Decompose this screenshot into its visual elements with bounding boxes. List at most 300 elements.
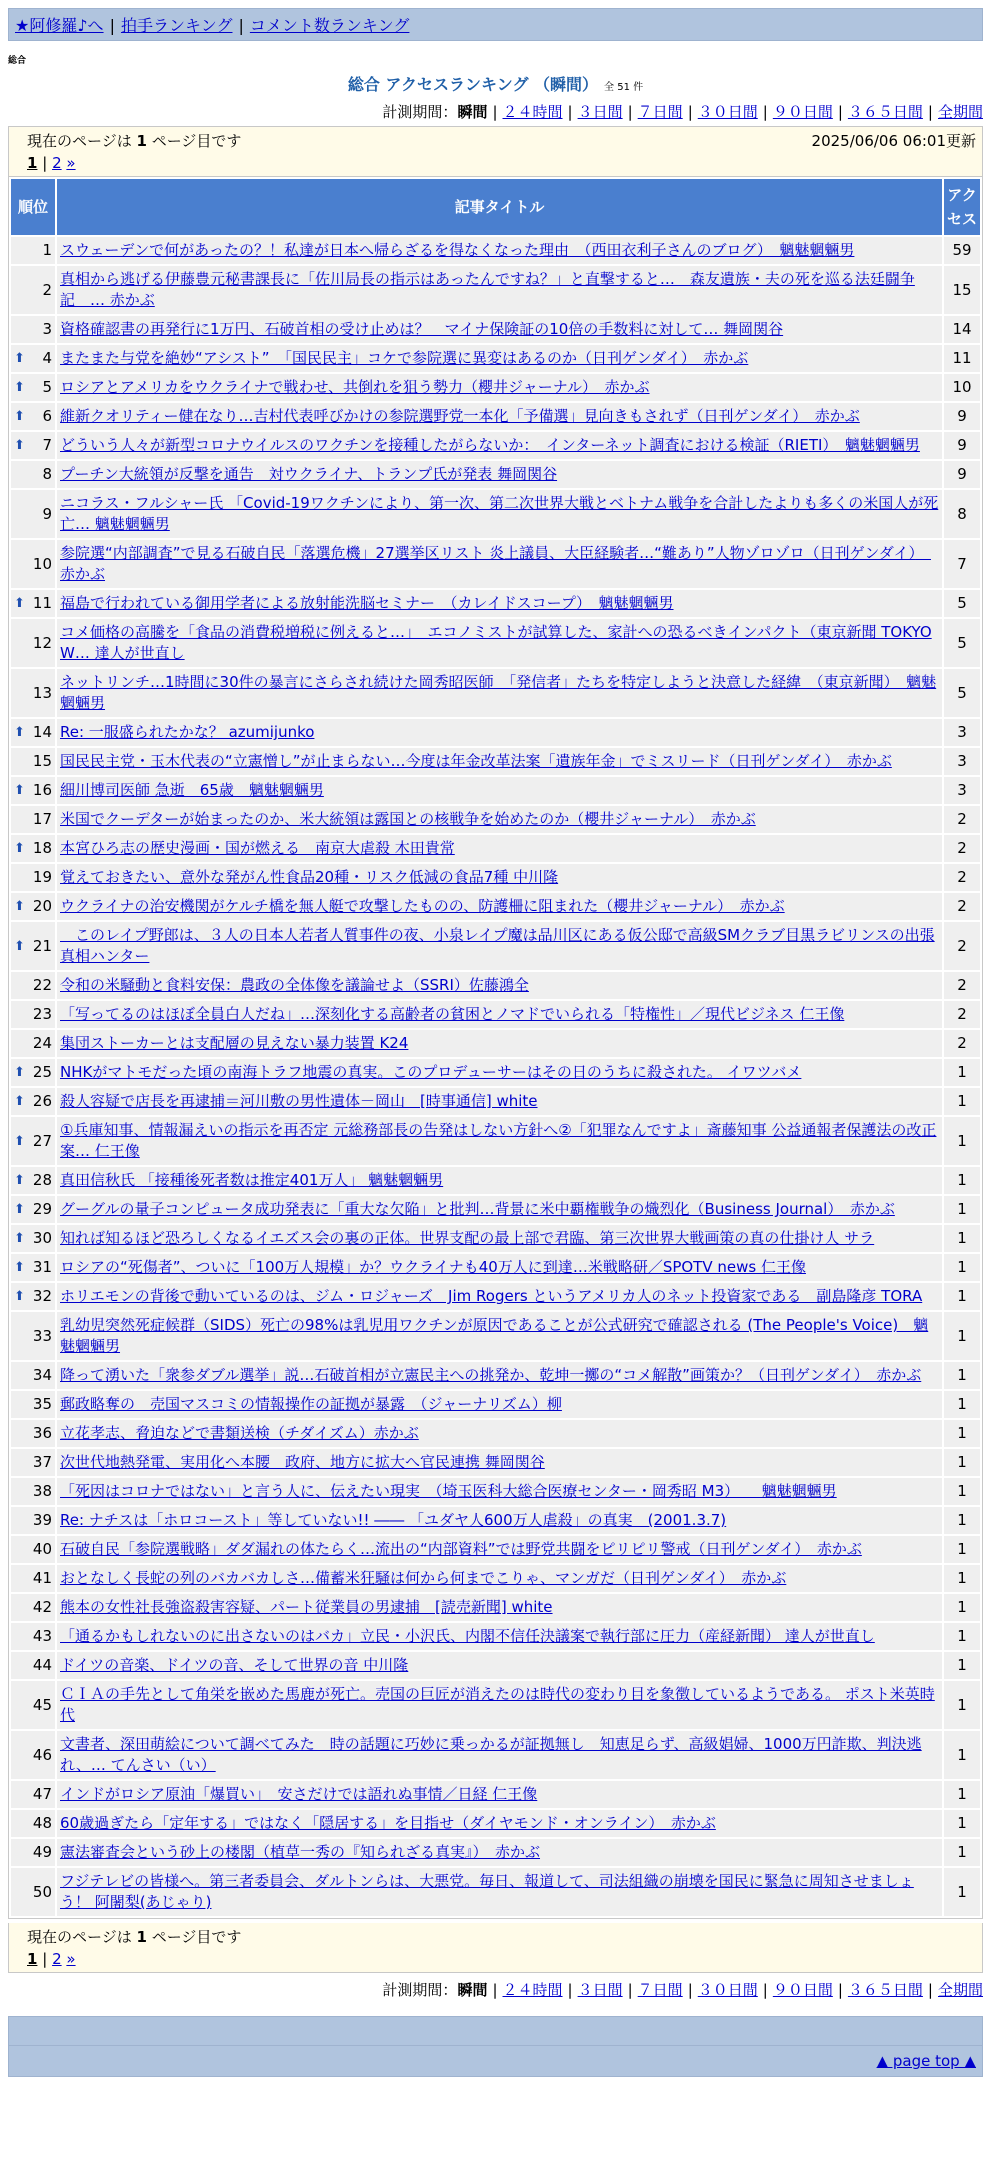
header-count: アクセス [944, 179, 980, 235]
article-title-link[interactable]: 福島で行われている御用学者による放射能洗脳セミナー （カレイドスコープ） 魑魅魍魎男 [60, 594, 674, 612]
period-option[interactable]: ３０日間 [697, 103, 758, 121]
page-top-link[interactable]: ▲ page top ▲ [876, 2052, 976, 2070]
access-count: 1 [944, 1594, 980, 1621]
title-cell [57, 806, 942, 833]
rank-number: 42 [32, 1598, 52, 1616]
access-count: 1 [944, 1117, 980, 1165]
period-option[interactable]: ３日間 [577, 1981, 623, 1999]
title-cell [57, 345, 942, 372]
up-arrow-icon: ⬆ [14, 1065, 25, 1080]
rank-cell [11, 1088, 55, 1115]
rank-number: 34 [32, 1366, 52, 1384]
rank-number: 16 [32, 781, 52, 799]
rank-number: 18 [32, 839, 52, 857]
article-title-link[interactable]: 細川博司医師 急逝 65歳 魑魅魍魎男 [60, 781, 324, 799]
pager-separator: | [42, 154, 48, 172]
rank-cell [11, 1030, 55, 1057]
access-count: 2 [944, 835, 980, 862]
table-row [11, 1839, 980, 1866]
pager-current-page: 1 [27, 1950, 38, 1968]
up-arrow-icon: ⬆ [14, 351, 25, 366]
ranking-table-body [11, 237, 980, 1916]
period-separator: | [687, 1981, 693, 1999]
pager-next-link[interactable]: » [66, 1950, 76, 1968]
article-title-link[interactable]: ニコラス・フルシャー氏 「Covid-19ワクチンにより、第一次、第二次世界大戦とベトナム戦争を合計したよりも多くの米国人が死亡… 魑魅魍魎男 [60, 494, 939, 533]
period-separator: | [837, 1981, 843, 1999]
title-cell [57, 1225, 942, 1252]
rank-number: 2 [42, 280, 52, 299]
access-count: 9 [944, 461, 980, 488]
title-cell [57, 922, 942, 970]
rank-number: 10 [32, 554, 52, 573]
rank-number: 17 [32, 810, 52, 828]
period-option[interactable]: ３６５日間 [847, 1981, 923, 1999]
title-cell [57, 1283, 942, 1310]
access-count: 1 [944, 1868, 980, 1916]
rank-cell [11, 806, 55, 833]
rank-cell [11, 1478, 55, 1505]
rank-cell [11, 1196, 55, 1223]
footer-bar [8, 2016, 983, 2046]
rank-number: 29 [32, 1200, 52, 1218]
rank-cell [11, 922, 55, 970]
article-title-link[interactable]: NHKがマトモだった頃の南海トラフ地震の真実。このプロデューサーはその日のうちに殺された。 イワツバメ [60, 1063, 802, 1081]
title-cell [57, 669, 942, 717]
access-count: 9 [944, 403, 980, 430]
period-option: 瞬間 [457, 103, 488, 121]
title-cell [57, 719, 942, 746]
rank-cell [11, 590, 55, 617]
rank-cell [11, 1536, 55, 1563]
title-cell [57, 1088, 942, 1115]
title-cell [57, 1810, 942, 1837]
article-title-link[interactable]: 次世代地熱発電、実用化へ本腰 政府、地方に拡大へ官民連携 舞岡関谷 [60, 1453, 545, 1471]
rank-cell [11, 1167, 55, 1194]
title-cell [57, 1594, 942, 1621]
period-selector-bottom [8, 1979, 983, 2000]
access-count: 2 [944, 922, 980, 970]
period-option[interactable]: ３日間 [577, 103, 623, 121]
rank-number: 21 [32, 936, 52, 955]
rank-number: 32 [32, 1287, 52, 1305]
title-cell [57, 1420, 942, 1447]
article-title-link[interactable]: 「死因はコロナではない」と言う人に、伝えたい現実 （埼玉医科大総合医療センター・岡秀昭 M3） 魑魅魍魎男 [60, 1482, 837, 1500]
rank-cell [11, 1594, 55, 1621]
table-row [11, 1391, 980, 1418]
table-row [11, 1536, 980, 1563]
rank-cell [11, 1001, 55, 1028]
article-title-link[interactable]: 米国でクーデターが始まったのか、米大統領は露国との核戦争を始めたのか（櫻井ジャーナル） 赤かぶ [60, 810, 756, 828]
rank-number: 45 [32, 1695, 52, 1714]
access-count: 11 [944, 345, 980, 372]
article-title-link[interactable]: ロシアの“死傷者”、ついに「100万人規模」か？ウクライナも40万人に到達…米戦略研／SPOTV news 仁王像 [60, 1258, 806, 1276]
period-option: 瞬間 [457, 1981, 488, 1999]
rank-cell [11, 619, 55, 667]
title-cell [57, 1030, 942, 1057]
rank-cell [11, 316, 55, 343]
access-count: 5 [944, 619, 980, 667]
rank-cell [11, 237, 55, 264]
period-option[interactable]: ９０日間 [772, 103, 833, 121]
access-count: 9 [944, 432, 980, 459]
table-row [11, 1254, 980, 1281]
table-row [11, 1507, 980, 1534]
article-title-link[interactable]: 乳幼児突然死症候群（SIDS）死亡の98%は乳児用ワクチンが原因であることが公式研究で確認される (The People's Voice) 魑魅魍魎男 [60, 1316, 929, 1355]
access-count: 59 [944, 237, 980, 264]
access-count: 1 [944, 1362, 980, 1389]
title-cell [57, 540, 942, 588]
rank-number: 30 [32, 1229, 52, 1247]
rank-cell [11, 1810, 55, 1837]
access-count: 1 [944, 1391, 980, 1418]
table-row [11, 316, 980, 343]
nav-asyura-home-link[interactable]: ★阿修羅♪へ [15, 16, 104, 35]
top-nav-bar [8, 8, 983, 41]
article-title-link[interactable]: ロシアとアメリカをウクライナで戦わせ、共倒れを狙う勢力（櫻井ジャーナル） 赤かぶ [60, 378, 650, 396]
period-option[interactable]: ２４時間 [502, 1981, 563, 1999]
rank-number: 22 [32, 976, 52, 994]
rank-cell [11, 266, 55, 314]
title-cell [57, 1681, 942, 1729]
table-row [11, 1362, 980, 1389]
rank-number: 26 [32, 1092, 52, 1110]
up-arrow-icon: ⬆ [14, 725, 25, 740]
rank-cell [11, 1283, 55, 1310]
article-title-link[interactable]: 維新クオリティー健在なり…吉村代表呼びかけの参院選野党一本化「予備選」見向きもされず（日刊ゲンダイ） 赤かぶ [60, 407, 860, 425]
period-separator: | [927, 103, 933, 121]
rank-number: 49 [32, 1843, 52, 1861]
article-title-link[interactable]: 知れば知るほど恐ろしくなるイエズス会の裏の正体。世界支配の最上部で君臨、第三次世界大戦画策の真の仕掛け人 サラ [60, 1229, 875, 1247]
period-option[interactable]: 全期間 [937, 103, 983, 121]
rank-cell [11, 1565, 55, 1592]
table-row [11, 806, 980, 833]
article-title-link[interactable]: 石破自民「参院選戦略」ダダ漏れの体たらく…流出の“内部資料”では野党共闘をピリピリ警戒（日刊ゲンダイ） 赤かぶ [60, 1540, 862, 1558]
article-title-link[interactable]: ①兵庫知事、情報漏えいの指示を再否定 元総務部長の告発はしない方針へ②「犯罪なんですよ」斎藤知事 公益通報者保護法の改正案… 仁王像 [60, 1121, 937, 1160]
access-count: 1 [944, 1225, 980, 1252]
access-count: 1 [944, 1681, 980, 1729]
nav-comment-ranking-link[interactable]: コメント数ランキング [249, 16, 410, 35]
rank-cell [11, 432, 55, 459]
period-separator: | [567, 1981, 573, 1999]
period-option[interactable]: ７日間 [637, 1981, 683, 1999]
article-title-link[interactable]: 熊本の女性社長強盗殺害容疑、パート従業員の男逮捕 [読売新聞] white [60, 1598, 553, 1616]
rank-number: 35 [32, 1395, 52, 1413]
period-option[interactable]: ３０日間 [697, 1981, 758, 1999]
title-cell [57, 1868, 942, 1916]
rank-number: 7 [42, 436, 52, 454]
access-count: 2 [944, 972, 980, 999]
period-separator: | [927, 1981, 933, 1999]
access-count: 1 [944, 1167, 980, 1194]
up-arrow-icon: ⬆ [14, 596, 25, 611]
access-count: 10 [944, 374, 980, 401]
up-arrow-icon: ⬆ [14, 1260, 25, 1275]
rank-cell [11, 540, 55, 588]
article-title-link[interactable]: ネットリンチ…1時間に30件の暴言にさらされ続けた岡秀昭医師 「発信者」たちを特定しようと決意した経緯 （東京新聞） 魑魅魍魎男 [60, 673, 937, 712]
rank-cell [11, 1312, 55, 1360]
article-title-link[interactable]: グーグルの量子コンピュータ成功発表に「重大な欠陥」と批判…背景に米中覇権戦争の熾烈化（Business Journal） 赤かぶ [60, 1200, 895, 1218]
rank-number: 19 [32, 868, 52, 886]
table-row [11, 669, 980, 717]
ranking-table [8, 176, 983, 1919]
rank-cell [11, 1059, 55, 1086]
title-cell [57, 893, 942, 920]
article-title-link[interactable]: 降って湧いた「衆参ダブル選挙」説…石破首相が立憲民主への挑発か、乾坤一擲の“コメ解散”画策か？（日刊ゲンダイ） 赤かぶ [60, 1366, 922, 1384]
rank-cell [11, 1681, 55, 1729]
rank-number: 8 [42, 465, 52, 483]
rank-number: 48 [32, 1814, 52, 1832]
rank-cell [11, 1391, 55, 1418]
table-row [11, 1565, 980, 1592]
period-option[interactable]: 全期間 [937, 1981, 983, 1999]
rank-cell [11, 1781, 55, 1808]
article-title-link[interactable]: フジテレビの皆様へ。第三者委員会、ダルトンらは、大悪党。毎日、報道して、司法組織の崩壊を国民に緊急に周知させましょう！ 阿闍梨(あじゃり) [60, 1872, 914, 1911]
period-separator: | [762, 1981, 768, 1999]
nav-separator: | [238, 16, 244, 35]
title-cell [57, 1839, 942, 1866]
title-cell [57, 1254, 942, 1281]
table-row [11, 1731, 980, 1779]
up-arrow-icon: ⬆ [14, 1202, 25, 1217]
table-row [11, 922, 980, 970]
table-row [11, 590, 980, 617]
rank-number: 11 [32, 594, 52, 612]
period-option[interactable]: ９０日間 [772, 1981, 833, 1999]
title-cell [57, 1623, 942, 1650]
period-label: 計測期間： [382, 103, 458, 121]
up-arrow-icon: ⬆ [14, 380, 25, 395]
rank-number: 12 [32, 633, 52, 652]
rank-cell [11, 490, 55, 538]
article-title-link[interactable]: 殺人容疑で店長を再逮捕＝河川敷の男性遺体－岡山 [時事通信] white [60, 1092, 538, 1110]
table-row [11, 1030, 980, 1057]
article-title-link[interactable]: スウェーデンで何があったの？！私達が日本へ帰らざるを得なくなった理由 （西田衣利子さんのブログ） 魑魅魍魎男 [60, 241, 855, 259]
access-count: 14 [944, 316, 980, 343]
access-count: 2 [944, 806, 980, 833]
title-cell [57, 864, 942, 891]
current-page-text: 現在のページは 1 ページ目です [27, 132, 242, 150]
up-arrow-icon: ⬆ [14, 841, 25, 856]
access-count: 3 [944, 777, 980, 804]
rank-number: 24 [32, 1034, 52, 1052]
article-title-link[interactable]: 令和の米騒動と食料安保：農政の全体像を議論せよ（SSRI）佐藤鴻全 [60, 976, 529, 994]
article-title-link[interactable]: 郵政略奪の 売国マスコミの情報操作の証拠が暴露 （ジャーナリズム）柳 [60, 1395, 562, 1413]
rank-cell [11, 864, 55, 891]
title-cell [57, 432, 942, 459]
rank-number: 40 [32, 1540, 52, 1558]
header-title: 記事タイトル [57, 179, 942, 235]
article-title-link[interactable]: ドイツの音楽、ドイツの音、そして世界の音 中川隆 [60, 1656, 409, 1674]
header-rank: 順位 [11, 179, 55, 235]
table-row [11, 1225, 980, 1252]
access-count: 1 [944, 1810, 980, 1837]
title-cell [57, 490, 942, 538]
rank-number: 36 [32, 1424, 52, 1442]
title-cell [57, 1781, 942, 1808]
article-title-link[interactable]: Re: 一服盛られたかな？ azumijunko [60, 723, 315, 741]
title-cell [57, 1391, 942, 1418]
title-cell [57, 1652, 942, 1679]
access-count: 1 [944, 1449, 980, 1476]
rank-cell [11, 1117, 55, 1165]
period-separator: | [627, 103, 633, 121]
up-arrow-icon: ⬆ [14, 1094, 25, 1109]
rank-cell [11, 1420, 55, 1447]
rank-cell [11, 669, 55, 717]
rank-number: 1 [42, 241, 52, 259]
title-cell [57, 1196, 942, 1223]
rank-number: 38 [32, 1482, 52, 1500]
rank-cell [11, 1868, 55, 1916]
up-arrow-icon: ⬆ [14, 1289, 25, 1304]
title-cell [57, 1565, 942, 1592]
article-title-link[interactable]: ＣＩＡの手先として角栄を嵌めた馬鹿が死亡。売国の巨匠が消えたのは時代の変わり目を象徴しているようである。 ポスト米英時代 [60, 1685, 935, 1724]
table-row [11, 266, 980, 314]
table-row [11, 972, 980, 999]
access-count: 5 [944, 669, 980, 717]
title-cell [57, 403, 942, 430]
title-cell [57, 619, 942, 667]
article-title-link[interactable]: 「通るかもしれないのに出さないのはバカ」立民・小沢氏、内閣不信任決議案で執行部に圧力（産経新聞） 達人が世直し [60, 1627, 875, 1645]
article-title-link[interactable]: ホリエモンの背後で動いているのは、ジム・ロジャーズ Jim Rogers というアメリカ人のネット投資家である 副島隆彦 TORA [60, 1287, 923, 1305]
rank-number: 25 [32, 1063, 52, 1081]
table-row [11, 1420, 980, 1447]
rank-number: 33 [32, 1326, 52, 1345]
access-count: 15 [944, 266, 980, 314]
table-row [11, 1196, 980, 1223]
period-option[interactable]: ２４時間 [502, 103, 563, 121]
article-title-link[interactable]: 「写ってるのはほぼ全員白人だね」…深刻化する高齢者の貧困とノマドでいられる「特権性」／現代ビジネス 仁王像 [60, 1005, 845, 1023]
access-count: 2 [944, 893, 980, 920]
article-title-link[interactable]: ウクライナの治安機関がケルチ橋を無人艇で攻撃したものの、防護柵に阻まれた（櫻井ジャーナル） 赤かぶ [60, 897, 785, 915]
article-title-link[interactable]: 真田信秋氏 「接種後死者数は推定401万人」 魑魅魍魎男 [60, 1171, 444, 1189]
article-title-link[interactable]: 本宮ひろ志の歴史漫画・国が燃える 南京大虐殺 木田貴常 [60, 839, 455, 857]
rank-cell [11, 835, 55, 862]
pager-page-2-link[interactable]: 2 [52, 154, 62, 172]
article-title-link[interactable]: このレイプ野郎は、３人の日本人若者人質事件の夜、小泉レイプ魔は品川区にある仮公邸で高級SMクラブ目黒ラビリンスの出張 真相ハンター [60, 926, 935, 965]
table-row [11, 1001, 980, 1028]
rank-cell [11, 1507, 55, 1534]
table-row [11, 461, 980, 488]
title-cell [57, 1478, 942, 1505]
article-title-link[interactable]: 覚えておきたい、意外な発がん性食品20種・リスク低減の食品7種 中川隆 [60, 868, 559, 886]
rank-cell [11, 403, 55, 430]
access-count: 1 [944, 1312, 980, 1360]
access-count: 2 [944, 864, 980, 891]
title-cell [57, 748, 942, 775]
table-row [11, 1594, 980, 1621]
article-title-link[interactable]: 参院選“内部調査”で見る石破自民「落選危機」27選挙区リスト 炎上議員、大臣経験者…“難あり”人物ゾロゾロ（日刊ゲンダイ） 赤かぶ [60, 544, 931, 583]
article-title-link[interactable]: 集団ストーカーとは支配層の見えない暴力装置 K24 [60, 1034, 409, 1052]
current-page-text: 現在のページは 1 ページ目です [27, 1928, 242, 1946]
access-count: 1 [944, 1731, 980, 1779]
article-title-link[interactable]: プーチン大統領が反撃を通告 対ウクライナ、トランプ氏が発表 舞岡関谷 [60, 465, 558, 483]
table-row [11, 540, 980, 588]
rank-number: 27 [32, 1131, 52, 1150]
rank-number: 43 [32, 1627, 52, 1645]
period-label: 計測期間： [382, 1981, 458, 1999]
table-row [11, 237, 980, 264]
rank-number: 31 [32, 1258, 52, 1276]
period-option[interactable]: ３６５日間 [847, 103, 923, 121]
table-row [11, 345, 980, 372]
access-count: 1 [944, 1059, 980, 1086]
access-count: 5 [944, 590, 980, 617]
page-info-bottom [8, 1923, 983, 1973]
table-row [11, 777, 980, 804]
article-title-link[interactable]: インドがロシア原油「爆買い」 安さだけでは語れぬ事情／日経 仁王像 [60, 1785, 538, 1803]
table-row [11, 1283, 980, 1310]
access-count: 1 [944, 1839, 980, 1866]
page-title-block [0, 72, 991, 95]
pager-page-2-link[interactable]: 2 [52, 1950, 62, 1968]
access-count: 1 [944, 1478, 980, 1505]
pager-top [27, 154, 976, 172]
title-cell [57, 374, 942, 401]
article-title-link[interactable]: コメ価格の高騰を「食品の消費税増税に例えると…」 エコノミストが試算した、家計への恐るべきインパクト（東京新聞 TOKYO W… 達人が世直し [60, 623, 932, 662]
rank-cell [11, 1839, 55, 1866]
title-cell [57, 266, 942, 314]
rank-cell [11, 972, 55, 999]
article-title-link[interactable]: 憲法審査会という砂上の楼閣（植草一秀の『知られざる真実』） 赤かぶ [60, 1843, 541, 1861]
table-row [11, 1781, 980, 1808]
table-row [11, 864, 980, 891]
article-title-link[interactable]: 60歳過ぎたら「定年する」ではなく「隠居する」を目指せ（ダイヤモンド・オンライン） 赤かぶ [60, 1814, 716, 1832]
article-title-link[interactable]: おとなしく長蛇の列のバカバカしさ…備蓄米狂騒は何から何までこりゃ、マンガだ（日刊ゲンダイ） 赤かぶ [60, 1569, 787, 1587]
article-title-link[interactable]: 真相から逃げる伊藤豊元秘書課長に「佐川局長の指示はあったんですね？」と直撃すると… 森友遺族・夫の死を巡る法廷闘争記 … 赤かぶ [60, 270, 915, 309]
article-title-link[interactable]: Re: ナチスは「ホロコースト」等していない!! ―― 「ユダヤ人600万人虐殺」の真実 (2001.3.7) [60, 1511, 727, 1529]
rank-number: 41 [32, 1569, 52, 1587]
title-cell [57, 1731, 942, 1779]
rank-cell [11, 345, 55, 372]
table-row [11, 1059, 980, 1086]
rank-number: 4 [42, 349, 52, 367]
period-option[interactable]: ７日間 [637, 103, 683, 121]
nav-applause-ranking-link[interactable]: 拍手ランキング [120, 16, 233, 35]
table-row [11, 490, 980, 538]
pager-current-page: 1 [27, 154, 38, 172]
rank-number: 50 [32, 1882, 52, 1901]
article-title-link[interactable]: どういう人々が新型コロナウイルスのワクチンを接種したがらないか： インターネット調査における検証（RIETI） 魑魅魍魎男 [60, 436, 920, 454]
table-row [11, 835, 980, 862]
updated-timestamp: 2025/06/06 06:01更新 [811, 132, 976, 150]
access-count: 1 [944, 1536, 980, 1563]
pager-bottom [27, 1950, 976, 1968]
title-cell [57, 1117, 942, 1165]
table-row [11, 374, 980, 401]
rank-cell [11, 461, 55, 488]
pager-separator: | [42, 1950, 48, 1968]
nav-separator: | [109, 16, 115, 35]
period-selector-top [8, 101, 983, 122]
rank-number: 13 [32, 683, 52, 702]
table-row [11, 1623, 980, 1650]
article-title-link[interactable]: 資格確認書の再発行に1万円、石破首相の受け止めは？ マイナ保険証の10倍の手数料に対して… 舞岡関谷 [60, 320, 784, 338]
title-cell [57, 1507, 942, 1534]
rank-cell [11, 1652, 55, 1679]
article-title-link[interactable]: 立花孝志、脅迫などで書類送検（チダイズム）赤かぶ [60, 1424, 419, 1442]
rank-number: 23 [32, 1005, 52, 1023]
up-arrow-icon: ⬆ [14, 899, 25, 914]
article-title-link[interactable]: 国民民主党・玉木代表の“立憲憎し”が止まらない…今度は年金改革法案「遺族年金」でミスリード（日刊ゲンダイ） 赤かぶ [60, 752, 892, 770]
rank-number: 15 [32, 752, 52, 770]
article-title-link[interactable]: またまた与党を絶妙“アシスト” 「国民民主」コケで参院選に異変はあるのか（日刊ゲンダイ） 赤かぶ [60, 349, 749, 367]
rank-cell [11, 1449, 55, 1476]
article-title-link[interactable]: 文書者、深田萌絵について調べてみた 時の話題に巧妙に乗っかるが証拠無し 知恵足らず、高級娼婦、1000万円詐欺、判決逃れ、… てんさい（い） [60, 1735, 922, 1774]
table-row [11, 1167, 980, 1194]
title-cell [57, 835, 942, 862]
pager-next-link[interactable]: » [66, 154, 76, 172]
